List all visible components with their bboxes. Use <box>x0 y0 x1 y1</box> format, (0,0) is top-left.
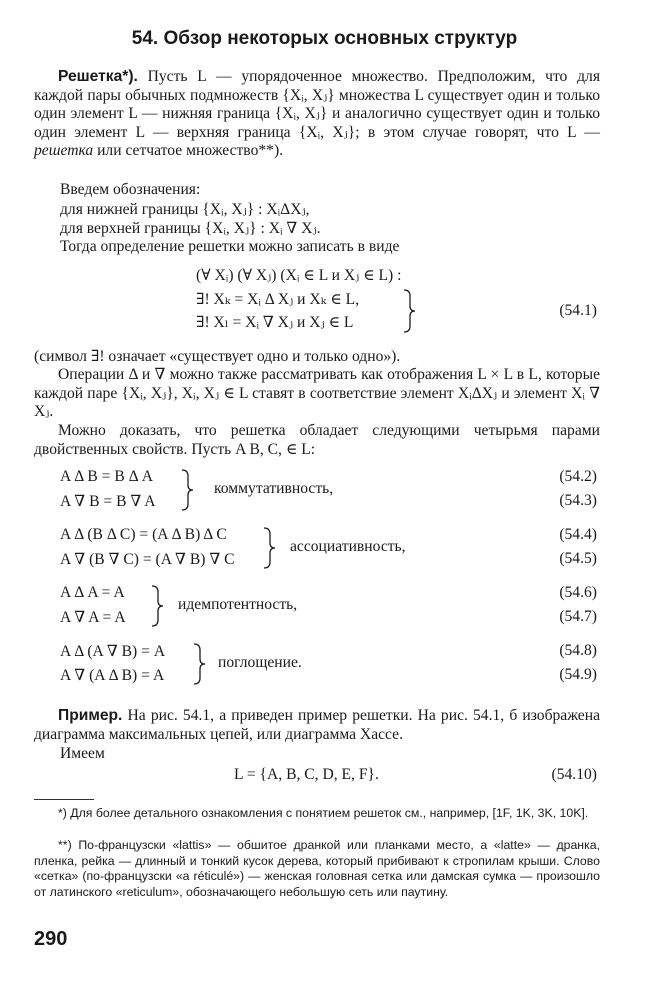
property-brace <box>262 526 278 570</box>
page-number: 290 <box>34 928 68 950</box>
eq-number: (54.6) <box>559 584 597 601</box>
example-label: Пример. <box>58 707 123 724</box>
notation-lower: для нижней границы {Xᵢ, Xⱼ} : XᵢΔXⱼ, <box>60 201 310 218</box>
eq-number: (54.7) <box>559 608 597 625</box>
eq-54-1-number: (54.1) <box>559 302 597 319</box>
symbol-note: (символ ∃! означает «существует одно и только одно»). <box>34 348 401 365</box>
eq-54-1-line2: ∃! Xₖ = Xᵢ Δ Xⱼ и Xₖ ∈ L, <box>196 291 360 308</box>
eq-54-1-line1: (∀ Xᵢ) (∀ Xⱼ) (Xᵢ ∈ L и Xⱼ ∈ L) : <box>196 267 402 284</box>
eq-number: (54.5) <box>559 550 597 567</box>
eq-number: (54.3) <box>559 492 597 509</box>
term-lattice: Решетка*). <box>58 68 138 85</box>
property-eq: A Δ B = B Δ A <box>60 468 153 485</box>
footnote-rule <box>34 799 94 800</box>
section-heading: 54. Обзор некоторых основных структур <box>131 28 518 49</box>
footnote-2: **) По-французски «lattis» — обшитое дранкой или планками место, а «latte» — дранка, пленка, рейка — длинный и тонкий кусок дерева, который прибивают к стропилам крыши. Слово «сетка» (по-французски «a réticulé») — женская головная сетка или дамская сумка — произошло от латинского «reticulum», обозначающего небольшую сеть или паутину. <box>34 838 600 899</box>
definition-text: Пусть L — упорядоченное множество. Предположим, что для каждой пары обычных подмножеств {Xᵢ, Xⱼ} множества L существует один и только один элемент L — нижняя граница {Xᵢ, Xⱼ} и аналогично существует один и только один элемент L — верхняя граница {Xᵢ, Xⱼ}; в этом случае говорят, что L — <box>34 68 600 141</box>
property-name: ассоциативность, <box>290 538 406 555</box>
example-have: Имеем <box>60 745 105 762</box>
eq-54-1-brace <box>402 288 418 334</box>
property-brace <box>180 468 196 512</box>
property-eq: A Δ A = A <box>60 584 125 601</box>
eq-54-10-number: (54.10) <box>551 766 597 783</box>
example-paragraph <box>34 707 600 744</box>
notation-upper: для верхней границы {Xᵢ, Xⱼ} : Xᵢ ∇ Xⱼ. <box>60 220 321 237</box>
eq-number: (54.8) <box>559 642 597 659</box>
properties-intro: Можно доказать, что решетка обладает следующими четырьмя парами двойственных свойств. Пусть A B, C, ∈ L: <box>34 422 600 458</box>
property-eq: A Δ (A ∇ B) = A <box>60 643 166 660</box>
operations-paragraph: Операции Δ и ∇ можно также рассматривать как отображения L × L в L, которые каждой паре {Xᵢ, Xⱼ}, Xᵢ, Xⱼ ∈ L ставят в соответствие элемент XᵢΔXⱼ и элемент Xᵢ ∇ Xⱼ. <box>34 366 600 421</box>
property-eq: A ∇ (B ∇ C) = (A ∇ B) ∇ C <box>60 551 235 568</box>
eq-54-10: L = {A, B, C, D, E, F}. <box>234 766 379 783</box>
property-name: идемпотентность, <box>178 596 298 613</box>
property-brace <box>150 584 166 628</box>
definition-tail: или сетчатое множество**). <box>97 142 284 160</box>
notation-lead: Введем обозначения: <box>60 181 201 198</box>
property-name: поглощение. <box>218 654 302 671</box>
property-eq: A ∇ B = B ∇ A <box>60 493 156 510</box>
eq-54-1-line3: ∃! Xₗ = Xᵢ ∇ Xⱼ и Xⱼ ∈ L <box>196 314 354 331</box>
property-eq: A Δ (B Δ C) = (A Δ B) Δ C <box>60 526 227 543</box>
notation-then: Тогда определение решетки можно записать в виде <box>60 238 400 255</box>
lattice-definition-paragraph <box>34 68 600 161</box>
term-italic: решетка <box>34 142 94 160</box>
footnote-1: *) Для более детального ознакомления с понятием решеток см., например, [1F, 1K, 3K, 10K]. <box>58 806 589 820</box>
eq-number: (54.2) <box>559 468 597 485</box>
eq-number: (54.4) <box>559 526 597 543</box>
eq-number: (54.9) <box>559 666 597 683</box>
property-eq: A ∇ A = A <box>60 609 126 626</box>
example-text: На рис. 54.1, а приведен пример решетки. На рис. 54.1, б изображена диаграмма максимальных цепей, или диаграмма Хассе. <box>34 707 600 743</box>
property-brace <box>192 642 208 686</box>
property-eq: A ∇ (A Δ B) = A <box>60 667 165 684</box>
property-name: коммутативность, <box>214 480 334 497</box>
